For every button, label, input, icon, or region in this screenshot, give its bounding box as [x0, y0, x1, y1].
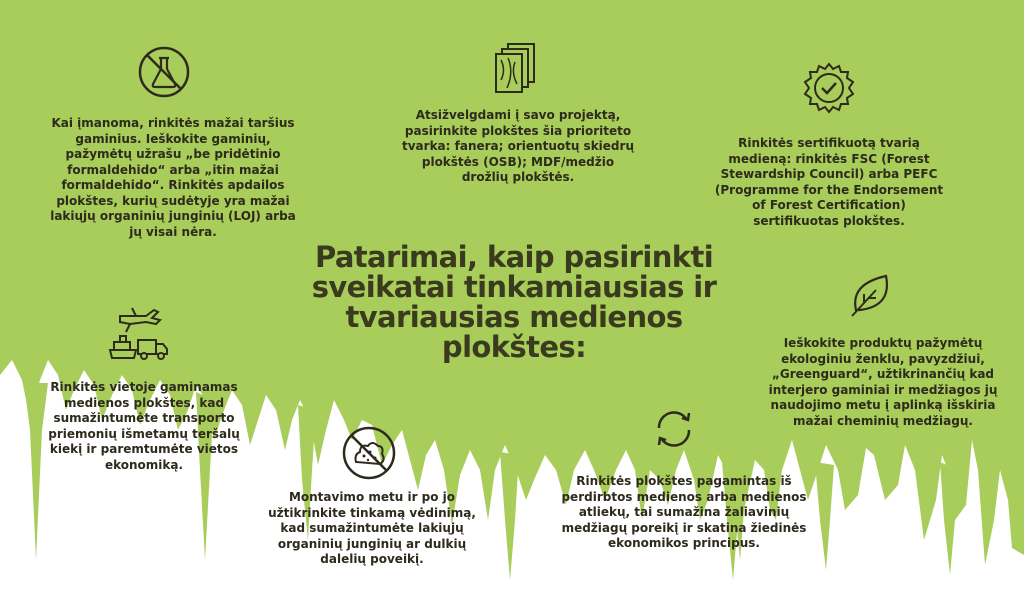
recycle-arrows-icon — [649, 404, 699, 454]
tip-line: sertifikuotas plokštes. — [753, 213, 905, 228]
tip-low-emission — [42, 116, 304, 240]
tip-line: sumažintumėte transporto — [53, 411, 235, 425]
tip-line: ekologiniu ženklu, pavyzdžiui, — [781, 351, 985, 366]
certified-badge-icon — [801, 61, 857, 117]
title-line-4: plokštes: — [441, 330, 587, 364]
tip-line: mažai cheminių medžiagų. — [793, 413, 973, 428]
tip-line: kiekį ir paremtumėte vietos — [49, 442, 239, 456]
tip-line: Montavimo metu ir po jo — [288, 490, 456, 504]
leaf-icon — [846, 270, 896, 320]
main-title — [298, 242, 730, 362]
tip-line: Rinkitės plokštes pagamintas iš — [576, 474, 792, 488]
tip-line: pažymėtų užrašu „be pridėtinio — [65, 147, 281, 161]
tip-certified-wood — [706, 136, 952, 229]
tip-line: atliekų, tai sumažina žaliavinių — [578, 505, 790, 519]
tip-eco-label — [752, 336, 1014, 429]
tip-line: (Programme for the Endorsement — [714, 182, 944, 197]
tip-line: medienos plokštes, kad — [63, 395, 225, 410]
tip-line: pasirinkite plokštes šia prioriteto — [404, 123, 632, 138]
tip-line: Rinkitės sertifikuotą tvarią — [738, 136, 920, 150]
tip-line: formaldehido“ arba „itin mažai — [67, 162, 279, 177]
tip-line: of Forest Certification) — [752, 198, 906, 212]
tip-line: ekonomikos principus. — [608, 536, 760, 550]
tip-line: naudojimo metu į aplinką išskiria — [770, 398, 996, 412]
tip-line: užtikrinkite tinkamą vėdinimą, — [268, 505, 476, 520]
tip-line: plokštes, kurių sudėtyje yra mažai — [56, 193, 290, 208]
tip-local-production — [30, 380, 258, 473]
tip-line: lakiųjų organinių junginių (LOJ) arba — [50, 209, 296, 223]
tip-ventilation — [254, 490, 490, 568]
tip-line: gaminius. Ieškokite gaminių, — [75, 131, 271, 146]
tip-line: kad sumažintumėte lakiųjų — [280, 521, 464, 535]
tip-line: drožlių plokštės. — [461, 170, 575, 184]
tip-line: plokštės (OSB); MDF/medžio — [421, 154, 615, 169]
tip-line: Stewardship Council) arba PEFC — [720, 167, 938, 181]
tip-line: Rinkitės vietoje gaminamas — [50, 380, 238, 394]
no-chemicals-flask-icon — [136, 44, 192, 100]
transport-plane-ship-truck-icon — [106, 304, 170, 364]
tip-recycled-wood — [548, 474, 820, 552]
tip-line: Atsižvelgdami į savo projektą, — [415, 108, 621, 122]
title-line-3: tvariausias medienos — [345, 300, 683, 334]
title-line-1: Patarimai, kaip pasirinkti — [314, 240, 714, 274]
tip-line: medžiagų poreikį ir skatina žiedinės — [561, 520, 807, 535]
tip-line: medieną: rinkitės FSC (Forest — [728, 151, 930, 166]
tip-line: Kai įmanoma, rinkitės mažai taršius — [51, 116, 295, 130]
tip-line: priemonių išmetamų teršalų — [48, 426, 240, 441]
tip-line: ekonomiką. — [104, 457, 184, 472]
no-dust-icon — [340, 424, 398, 482]
tip-line: interjero gaminiai ir medžiagos jų — [768, 382, 998, 397]
tip-line: organinių junginių ar dulkių — [277, 536, 467, 551]
tip-line: tvarka: fanera; orientuotų skiedrų — [402, 139, 634, 153]
tip-line: Ieškokite produktų pažymėtų — [783, 336, 983, 350]
title-line-2: sveikatai tinkamiausias ir — [311, 270, 717, 304]
tip-line: „Greenguard“, užtikrinančių kad — [771, 367, 995, 381]
tip-line: perdirbtos medienos arba medienos — [561, 489, 807, 504]
tip-line: jų visai nėra. — [129, 224, 217, 239]
tip-line: dalelių poveikį. — [320, 552, 424, 566]
wood-panels-icon — [492, 42, 542, 94]
tip-panel-priority — [398, 108, 638, 186]
tip-line: formaldehido“. Rinkitės apdailos — [61, 178, 285, 192]
